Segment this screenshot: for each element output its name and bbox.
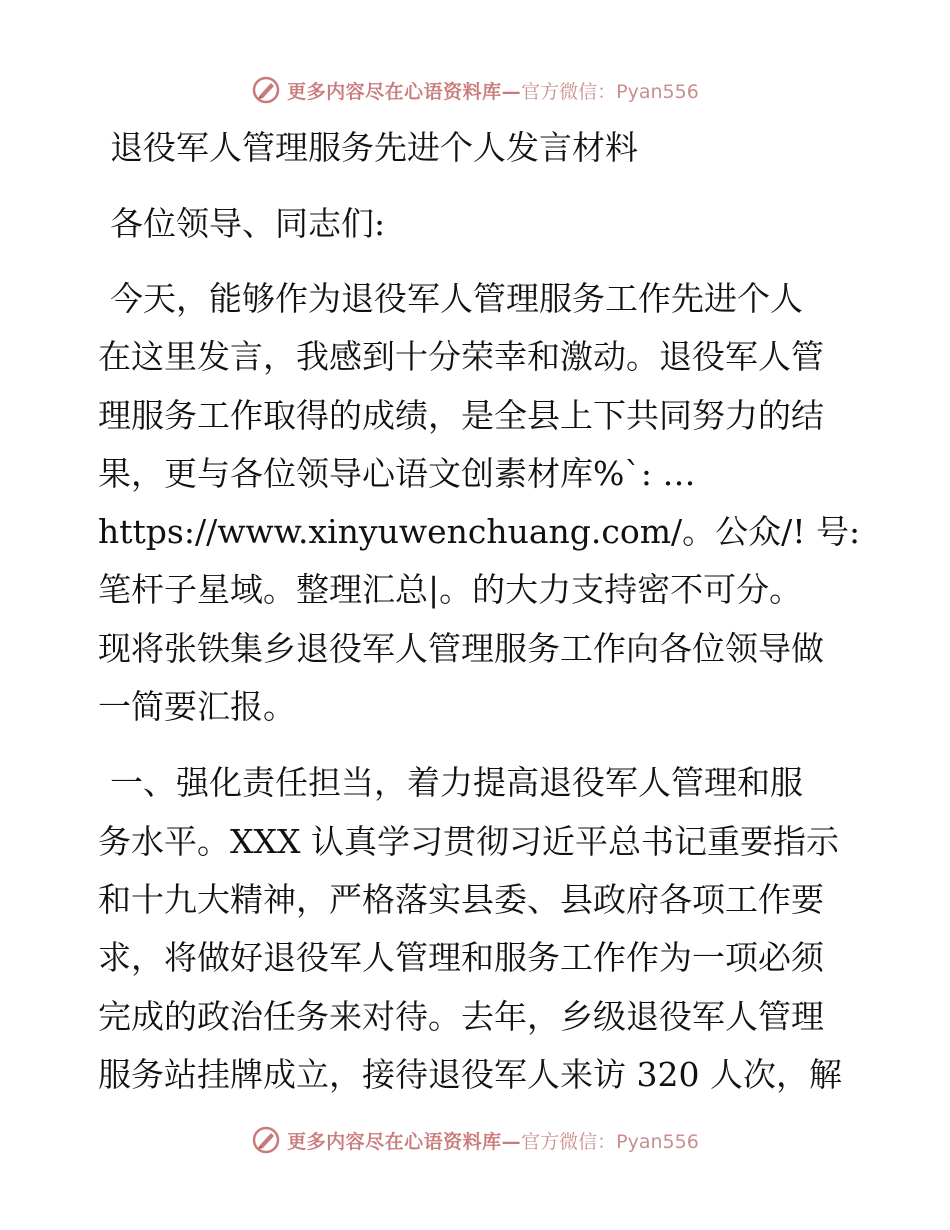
brand-logo-icon: [251, 1125, 281, 1155]
paragraph-line: 服务站挂牌成立，接待退役军人来访 320 人次，解: [98, 1054, 842, 1094]
paragraph-line: 一简要汇报。: [98, 687, 296, 727]
header-watermark-banner: [0, 70, 950, 110]
banner-sub-text: 官方微信：Pyan556: [521, 80, 699, 103]
paragraph-line: 现将张铁集乡退役军人管理服务工作向各位领导做: [98, 628, 824, 668]
paragraph-line: 求，将做好退役军人管理和服务工作作为一项必须: [98, 938, 824, 978]
paragraph-line: 和十九大精神，严格落实县委、县政府各项工作要: [98, 879, 824, 919]
paragraph-line: 务水平。XXX 认真学习贯彻习近平总书记重要指示: [98, 821, 839, 861]
document-title: 退役军人管理服务先进个人发言材料: [110, 128, 638, 167]
paragraph-line: 一、强化责任担当，着力提高退役军人管理和服: [110, 763, 803, 803]
banner-main-text: 更多内容尽在心语资料库—: [287, 1130, 522, 1153]
greeting-line: 各位领导、同志们:: [110, 204, 386, 243]
brand-logo-icon: [251, 75, 281, 105]
paragraph-line: 果，更与各位领导心语文创素材库%`: …: [98, 453, 696, 493]
paragraph-line: 今天，能够作为退役军人管理服务工作先进个人: [110, 279, 803, 318]
banner-sub-text: 官方微信：Pyan556: [521, 1130, 699, 1153]
paragraph-intro: [98, 270, 861, 736]
paragraph-line: 笔杆子星域。整理汇总|。的大力支持密不可分。: [98, 570, 803, 610]
paragraph-line: 在这里发言，我感到十分荣幸和激动。退役军人管: [98, 337, 824, 377]
paragraph-section-one: [98, 754, 858, 1104]
banner-main-text: 更多内容尽在心语资料库—: [287, 80, 522, 103]
paragraph-line: 完成的政治任务来对待。去年，乡级退役军人管理: [98, 996, 824, 1036]
paragraph-line: 理服务工作取得的成绩，是全县上下共同努力的结: [98, 395, 824, 435]
footer-watermark-banner: [0, 1120, 950, 1160]
document-body: [98, 120, 861, 1104]
paragraph-line: https://www.xinyuwenchuang.com/。公众/! 号:: [98, 512, 861, 552]
